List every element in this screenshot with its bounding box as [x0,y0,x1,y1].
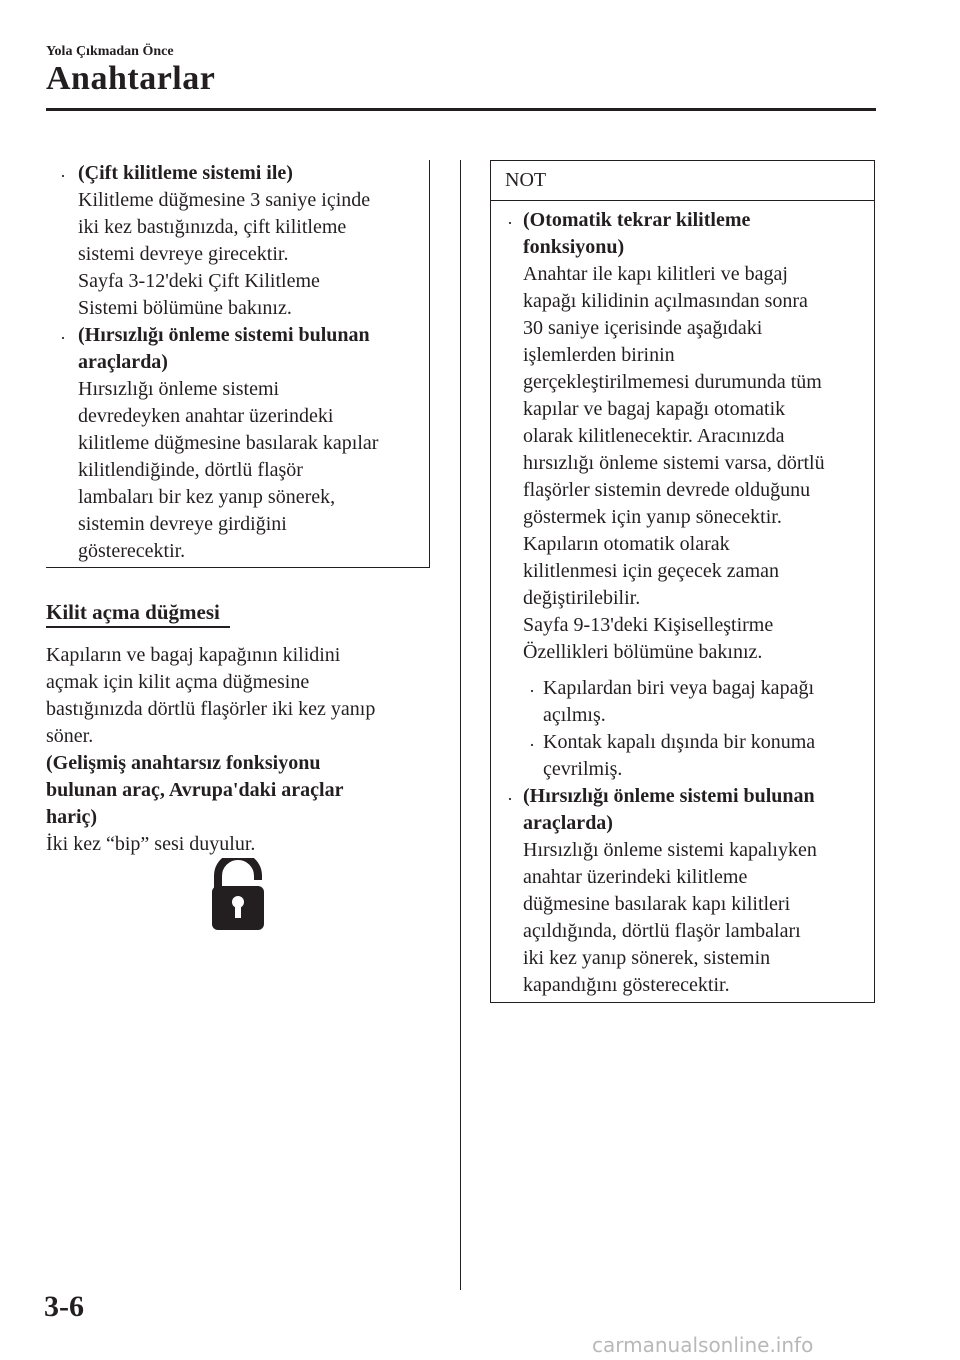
box-item-line: sistemi devreye girecektir. [78,243,289,265]
box-item-heading: (Hırsızlığı önleme sistemi bulunan [78,324,370,346]
note-line: olarak kilitlenecektir. Aracınızda [523,425,785,447]
note-line: Kapıların otomatik olarak [523,533,730,555]
sub-item-line: Kapılardan biri veya bagaj kapağı [543,677,814,699]
bullet: · [60,328,66,348]
sub-item-line: Kontak kapalı dışında bir konuma [543,731,816,753]
heading-underline [46,626,230,628]
body-line: bastığınızda dörtlü flaşörler iki kez yanıp [46,698,376,720]
note-line: işlemlerden birinin [523,344,675,366]
note-item-heading: araçlarda) [523,812,613,834]
note-line: anahtar üzerindeki kilitleme [523,866,748,888]
body-line: Kapıların ve bagaj kapağının kilidini [46,644,341,666]
body-line: İki kez “bip” sesi duyulur. [46,833,256,855]
section-kicker: Yola Çıkmadan Önce [46,44,174,59]
box-item-line: Hırsızlığı önleme sistemi [78,378,280,400]
body-line: söner. [46,725,94,747]
note-line: Anahtar ile kapı kilitleri ve bagaj [523,263,788,285]
note-header [491,161,874,201]
box-item-line: Kilitleme düğmesine 3 saniye içinde [78,189,371,211]
bullet: · [60,166,66,186]
note-line: Özellikleri bölümüne bakınız. [523,641,763,663]
note-line: kilitlenmesi için geçecek zaman [523,560,779,582]
box-item-line: Sistemi bölümüne bakınız. [78,297,292,319]
section-heading: Kilit açma düğmesi [46,600,220,624]
sub-item-line: çevrilmiş. [543,758,623,780]
note-line: hırsızlığı önleme sistemi varsa, dörtlü [523,452,825,474]
bullet: · [507,789,513,809]
bold-note-line: (Gelişmiş anahtarsız fonksiyonu [46,752,321,774]
page-title: Anahtarlar [46,60,216,97]
watermark: carmanualsonline.info [592,1333,814,1357]
left-info-box [46,160,430,568]
bold-note-line: hariç) [46,806,98,828]
note-item-heading: fonksiyonu) [523,236,625,258]
note-item-heading: (Hırsızlığı önleme sistemi bulunan [523,785,815,807]
sub-bullet: · [529,735,535,755]
box-item-line: kilitleme düğmesine basılarak kapılar [78,432,379,454]
box-item-line: Sayfa 3-12'deki Çift Kilitleme [78,270,320,292]
box-item-line: kilitlendiğinde, dörtlü flaşör [78,459,303,481]
note-line: 30 saniye içerisinde aşağıdaki [523,317,763,339]
title-rule [46,108,876,111]
box-item-heading: (Çift kilitleme sistemi ile) [78,162,293,184]
note-box [490,160,875,1003]
unlock-padlock-icon [210,858,266,932]
note-line: gerçekleştirilmemesi durumunda tüm [523,371,822,393]
note-line: kapağı kilidinin açılmasından sonra [523,290,808,312]
column-divider [460,160,461,1290]
page-number: 3-6 [44,1290,84,1323]
box-item-heading: araçlarda) [78,351,168,373]
note-line: Hırsızlığı önleme sistemi kapalıyken [523,839,817,861]
box-item-line: sistemin devreye girdiğini [78,513,287,535]
note-line: Sayfa 9-13'deki Kişiselleştirme [523,614,774,636]
note-line: flaşörler sistemin devrede olduğunu [523,479,811,501]
note-line: iki kez yanıp sönerek, sistemin [523,947,771,969]
note-item-heading: (Otomatik tekrar kilitleme [523,209,751,231]
box-item-line: devredeyken anahtar üzerindeki [78,405,334,427]
box-item-line: gösterecektir. [78,540,186,562]
bold-note-line: bulunan araç, Avrupa'daki araçlar [46,779,344,801]
note-line: düğmesine basılarak kapı kilitleri [523,893,791,915]
sub-bullet: · [529,681,535,701]
note-line: kapılar ve bagaj kapağı otomatik [523,398,786,420]
note-line: kapandığını gösterecektir. [523,974,730,996]
note-line: göstermek için yanıp sönecektir. [523,506,782,528]
note-line: açıldığında, dörtlü flaşör lambaları [523,920,801,942]
body-line: açmak için kilit açma düğmesine [46,671,310,693]
note-label: NOT [505,169,547,191]
sub-item-line: açılmış. [543,704,606,726]
note-line: değiştirilebilir. [523,587,641,609]
box-item-line: iki kez bastığınızda, çift kilitleme [78,216,347,238]
bullet: · [507,213,513,233]
box-item-line: lambaları bir kez yanıp sönerek, [78,486,336,508]
